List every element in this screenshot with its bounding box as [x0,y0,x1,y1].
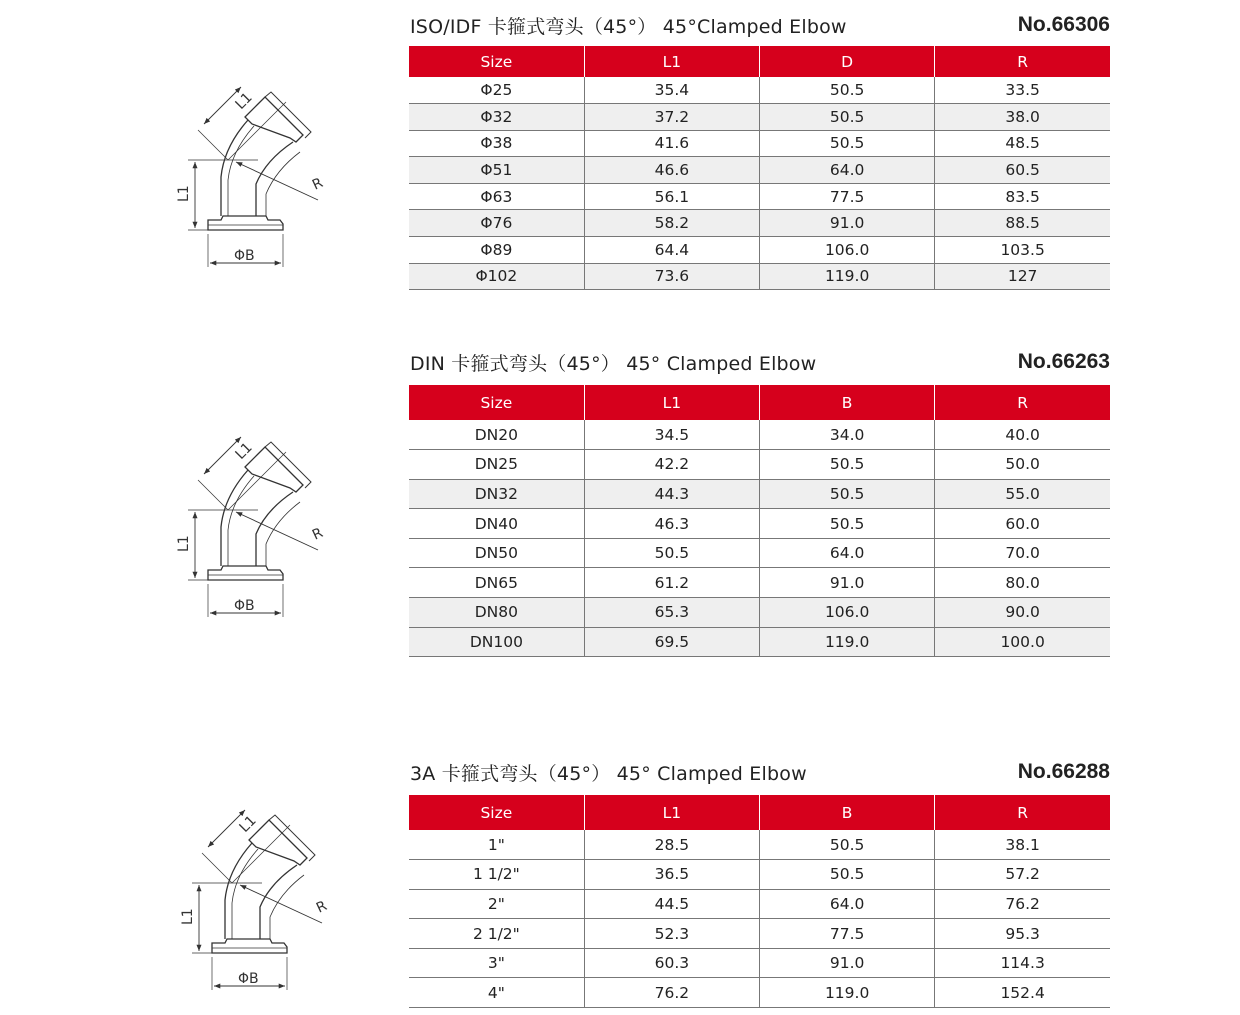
table-row [409,919,1110,949]
cell: 34.5 [584,420,759,450]
product-number: No.66288 [1017,760,1110,783]
cell: DN65 [409,568,584,598]
table-row [409,538,1110,568]
section-title [410,12,1110,38]
label-l1-vertical: L1 [176,185,192,202]
cell: 28.5 [584,830,759,860]
cell: 50.5 [760,104,935,131]
table-row [409,860,1110,890]
label-l1-diagonal: L1 [236,812,260,836]
cell: 34.0 [760,420,935,450]
col-header: Size [409,795,584,830]
col-header: L1 [584,46,759,77]
cell: 61.2 [584,568,759,598]
cell: 50.5 [584,538,759,568]
product-name: 3A 卡箍式弯头（45°） 45° Clamped Elbow [410,762,807,785]
cell: 114.3 [935,948,1110,978]
table-row [409,450,1110,480]
table-header-row [409,385,1110,420]
label-b: ΦB [234,598,255,614]
product-name: DIN 卡箍式弯头（45°） 45° Clamped Elbow [410,352,817,375]
table-row [409,479,1110,509]
col-header: B [760,385,935,420]
col-header: R [935,46,1110,77]
cell: 119.0 [760,263,935,290]
cell: Φ51 [409,157,584,184]
cell: 55.0 [935,479,1110,509]
cell: 35.4 [584,77,759,104]
cell: 46.3 [584,509,759,539]
cell: 119.0 [760,978,935,1008]
table-row [409,104,1110,131]
cell: 2 1/2" [409,919,584,949]
table-row [409,889,1110,919]
table-row [409,627,1110,657]
cell: 46.6 [584,157,759,184]
table-row [409,830,1110,860]
cell: 50.5 [760,830,935,860]
table-header-row [409,795,1110,830]
cell: 50.5 [760,130,935,157]
cell: 64.0 [760,538,935,568]
cell: 90.0 [935,598,1110,628]
cell: 91.0 [760,210,935,237]
cell: 64.4 [584,237,759,264]
cell: Φ38 [409,130,584,157]
elbow-diagram-icon [188,437,318,617]
table-row [409,509,1110,539]
cell: 50.5 [760,860,935,890]
col-header: B [760,795,935,830]
cell: 58.2 [584,210,759,237]
spec-table [409,385,1110,657]
table-row [409,978,1110,1008]
cell: 119.0 [760,627,935,657]
elbow-drawing [168,82,358,277]
table-row [409,210,1110,237]
cell: 38.1 [935,830,1110,860]
cell: DN50 [409,538,584,568]
cell: DN80 [409,598,584,628]
cell: 80.0 [935,568,1110,598]
cell: 77.5 [760,183,935,210]
elbow-drawing [172,805,362,1000]
cell: 48.5 [935,130,1110,157]
label-r: R [313,898,330,917]
cell: Φ102 [409,263,584,290]
spec-table [409,795,1110,1008]
label-b: ΦB [238,971,259,987]
cell: Φ25 [409,77,584,104]
col-header: L1 [584,795,759,830]
cell: 42.2 [584,450,759,480]
cell: 106.0 [760,237,935,264]
cell: 60.0 [935,509,1110,539]
table-row [409,263,1110,290]
cell: 152.4 [935,978,1110,1008]
cell: 50.5 [760,509,935,539]
col-header: Size [409,46,584,77]
label-l1-vertical: L1 [180,908,196,925]
label-r: R [309,525,326,544]
table-row [409,157,1110,184]
cell: 65.3 [584,598,759,628]
col-header: Size [409,385,584,420]
cell: 69.5 [584,627,759,657]
cell: 41.6 [584,130,759,157]
cell: 44.5 [584,889,759,919]
cell: DN20 [409,420,584,450]
cell: Φ32 [409,104,584,131]
cell: 127 [935,263,1110,290]
product-number: No.66263 [1017,350,1110,373]
cell: DN32 [409,479,584,509]
cell: 95.3 [935,919,1110,949]
cell: 44.3 [584,479,759,509]
elbow-drawing [168,432,358,627]
cell: 91.0 [760,568,935,598]
cell: 37.2 [584,104,759,131]
cell: 70.0 [935,538,1110,568]
cell: 60.3 [584,948,759,978]
cell: 33.5 [935,77,1110,104]
cell: 36.5 [584,860,759,890]
cell: DN25 [409,450,584,480]
cell: 60.5 [935,157,1110,184]
elbow-diagram-icon [188,87,318,267]
cell: 103.5 [935,237,1110,264]
table-row [409,183,1110,210]
table-row [409,568,1110,598]
table-row [409,420,1110,450]
cell: 91.0 [760,948,935,978]
cell: 64.0 [760,889,935,919]
table-row [409,948,1110,978]
section-title [410,759,1110,785]
cell: 50.5 [760,450,935,480]
cell: 73.6 [584,263,759,290]
spec-table [409,46,1110,290]
table-row [409,130,1110,157]
product-number: No.66306 [1017,13,1110,36]
table-row [409,237,1110,264]
cell: 1" [409,830,584,860]
cell: 64.0 [760,157,935,184]
table-header-row [409,46,1110,77]
cell: Φ63 [409,183,584,210]
cell: 38.0 [935,104,1110,131]
cell: 4" [409,978,584,1008]
label-l1-vertical: L1 [176,535,192,552]
cell: 40.0 [935,420,1110,450]
cell: 50.0 [935,450,1110,480]
cell: DN40 [409,509,584,539]
cell: 77.5 [760,919,935,949]
cell: 88.5 [935,210,1110,237]
cell: 76.2 [935,889,1110,919]
cell: Φ89 [409,237,584,264]
table-row [409,77,1110,104]
label-l1-diagonal: L1 [232,439,256,463]
cell: 57.2 [935,860,1110,890]
cell: 50.5 [760,77,935,104]
cell: 83.5 [935,183,1110,210]
col-header: D [760,46,935,77]
elbow-diagram-icon [192,810,322,990]
label-l1-diagonal: L1 [232,89,256,113]
cell: 56.1 [584,183,759,210]
cell: Φ76 [409,210,584,237]
col-header: R [935,385,1110,420]
cell: 3" [409,948,584,978]
cell: 2" [409,889,584,919]
cell: 100.0 [935,627,1110,657]
cell: 76.2 [584,978,759,1008]
product-name: ISO/IDF 卡箍式弯头（45°） 45°Clamped Elbow [410,15,847,38]
cell: 52.3 [584,919,759,949]
col-header: L1 [584,385,759,420]
cell: 1 1/2" [409,860,584,890]
cell: 106.0 [760,598,935,628]
section-title [410,349,1110,375]
label-b: ΦB [234,248,255,264]
cell: DN100 [409,627,584,657]
cell: 50.5 [760,479,935,509]
table-row [409,598,1110,628]
col-header: R [935,795,1110,830]
label-r: R [309,175,326,194]
